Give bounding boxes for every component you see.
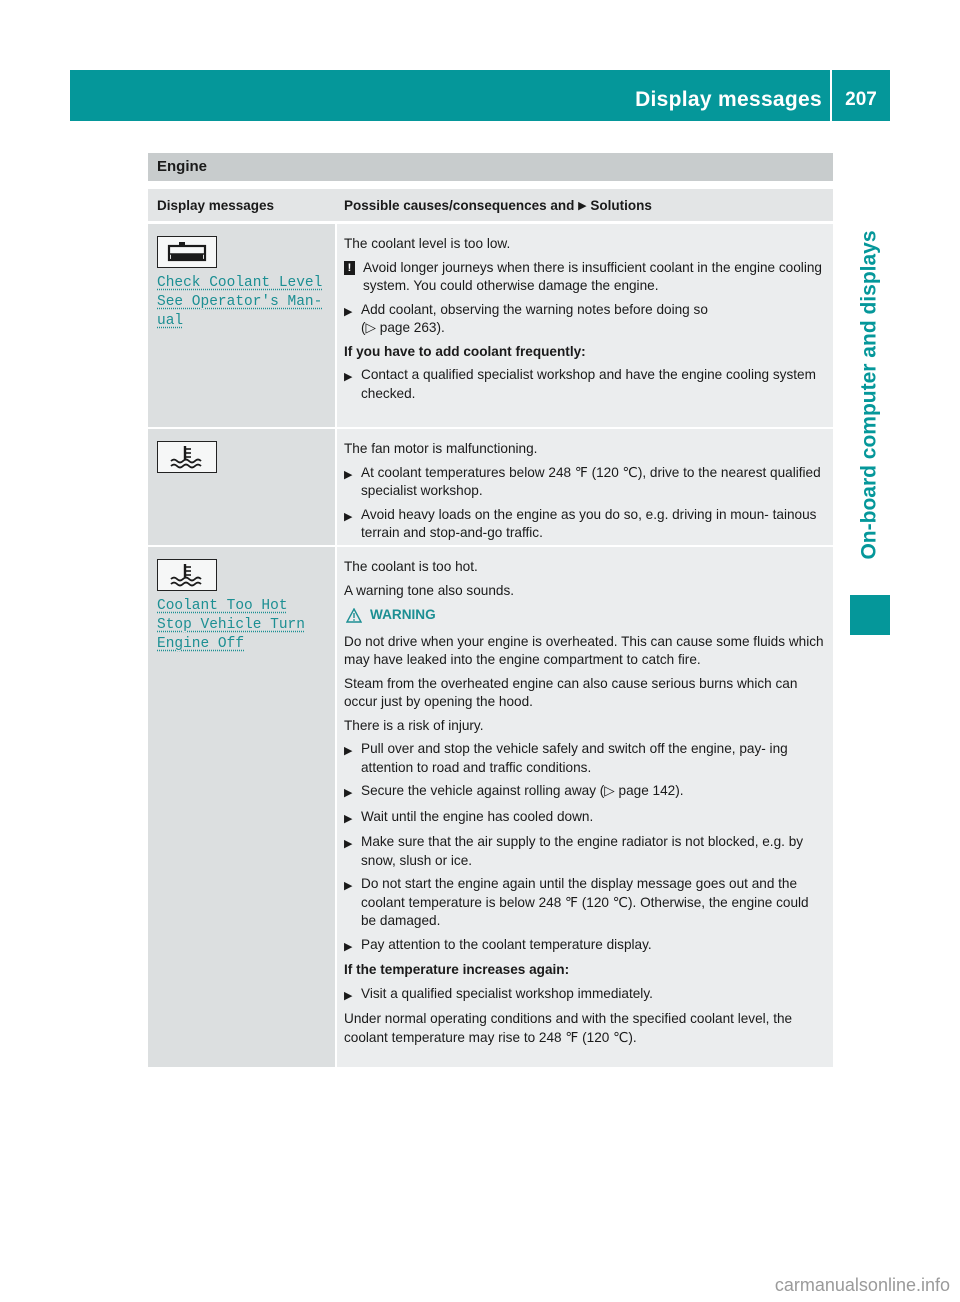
warning-triangle-icon [346,608,362,623]
warning-label: WARNING [370,607,436,622]
page-number: 207 [845,89,877,110]
col-header-suffix: Solutions [590,198,652,213]
chapter-title: Display messages [635,88,822,111]
display-message-cell [148,429,335,545]
side-tab-label: On-board computer and displays [858,230,881,560]
warning-text: Do not drive when your engine is overheated. This can cause some fluids which may have leaked into the engine compartment to catch fire. [344,633,824,667]
message-line: Stop Vehicle Turn [157,617,305,633]
display-message-cell [148,547,335,1067]
action-text: At coolant temperatures below 248 ℉ (120 ℃), drive to the nearest qualified specialist workshop. [361,464,821,498]
action-text: Secure the vehicle against rolling away (▷ page 142). [361,783,684,798]
coolant-level-icon [157,236,217,268]
table-row [148,224,833,427]
arrow-right-icon: ▶ [344,371,353,383]
note-text: Avoid longer journeys when there is insufficient coolant in the engine cooling system. You could otherwise damage the engine. [363,259,822,293]
arrow-right-icon: ▶ [344,880,353,892]
subheading: If you have to add coolant frequently: [344,343,586,359]
watermark: carmanualsonline.info [774,1275,950,1295]
action-item [344,464,827,501]
arrow-right-icon: ▶ [344,468,353,481]
action-item [344,506,827,543]
arrow-right-icon: ▶ [344,305,353,318]
action-text: Do not start the engine again until the display message goes out and the coolant temperature is below 248 ℉ (120 ℃). Otherwise, the engine could be damaged. [361,876,809,928]
warning-text: There is a risk of injury. [344,717,484,733]
col-header-solutions [344,198,652,213]
action-text: Add coolant, observing the warning notes before doing so [361,301,708,317]
arrow-right-icon: ▶ [344,812,353,825]
action-text: Pay attention to the coolant temperature display. [361,936,652,952]
action-text: Visit a qualified specialist workshop immediately. [361,985,653,1001]
warning-text: Steam from the overheated engine can also cause serious burns which can occur just by opening the hood. [344,675,798,709]
table-row [148,547,833,1067]
exclamation-icon: ! [344,261,355,275]
cause-text: The coolant is too hot. [344,559,478,574]
cause-text: The coolant level is too low. [344,236,511,251]
message-line: Check Coolant Level [157,275,323,291]
arrow-right-icon: ▶ [344,838,353,850]
arrow-right-icon: ▶ [344,787,353,799]
action-item [344,740,827,777]
subheading: If the temperature increases again: [344,962,570,977]
action-text: Contact a qualified specialist workshop and have the engine cooling system checked. [361,367,816,401]
page-reference[interactable]: (▷ page 263). [361,320,445,335]
page-header [70,70,890,121]
action-text: Make sure that the air supply to the engine radiator is not blocked, e.g. by snow, slush or ice. [361,834,804,868]
warning-heading [344,606,827,625]
message-line: Engine Off [157,636,245,652]
cause-text: A warning tone also sounds. [344,582,515,598]
action-item [344,875,827,931]
damage-note [344,259,827,296]
action-item [344,833,827,870]
action-text: Pull over and stop the vehicle safely and switch off the engine, pay‐ ing attention to road and traffic conditions. [361,741,788,775]
arrow-right-icon: ▶ [344,745,353,757]
action-item [344,782,827,803]
action-item [344,936,827,957]
arrow-right-icon: ▶ [344,989,353,1002]
action-text: Avoid heavy loads on the engine as you do so, e.g. driving in moun‐ tainous terrain and stop-and-go traffic. [361,506,817,540]
table-header [148,189,833,221]
solution-cell [337,429,833,545]
display-message-cell [148,224,335,427]
coolant-temperature-icon [157,559,217,591]
arrow-right-icon: ▶ [578,200,587,212]
side-tab [850,205,890,585]
message-line: ual [157,313,184,329]
section-title: Engine [148,153,833,181]
action-item [344,366,827,403]
cause-text: The fan motor is malfunctioning. [344,441,538,456]
solution-cell [337,547,833,1067]
message-line: Coolant Too Hot [157,598,288,614]
table-row [148,429,833,545]
side-tab-marker [850,595,890,635]
action-text: Wait until the engine has cooled down. [361,808,594,824]
solution-cell [337,224,833,427]
coolant-temperature-icon [157,441,217,473]
action-item [344,301,827,338]
closing-text: Under normal operating conditions and with the specified coolant level, the coolant temperature may rise to 248 ℉ (120 ℃). [344,1011,793,1045]
action-item [344,808,827,829]
action-item [344,985,827,1006]
arrow-right-icon: ▶ [344,940,353,953]
col-header-display-messages: Display messages [157,198,275,213]
message-line: See Operator's Man‐ [157,294,323,310]
col-header-prefix: Possible causes/consequences and [344,198,575,213]
arrow-right-icon: ▶ [344,510,353,523]
